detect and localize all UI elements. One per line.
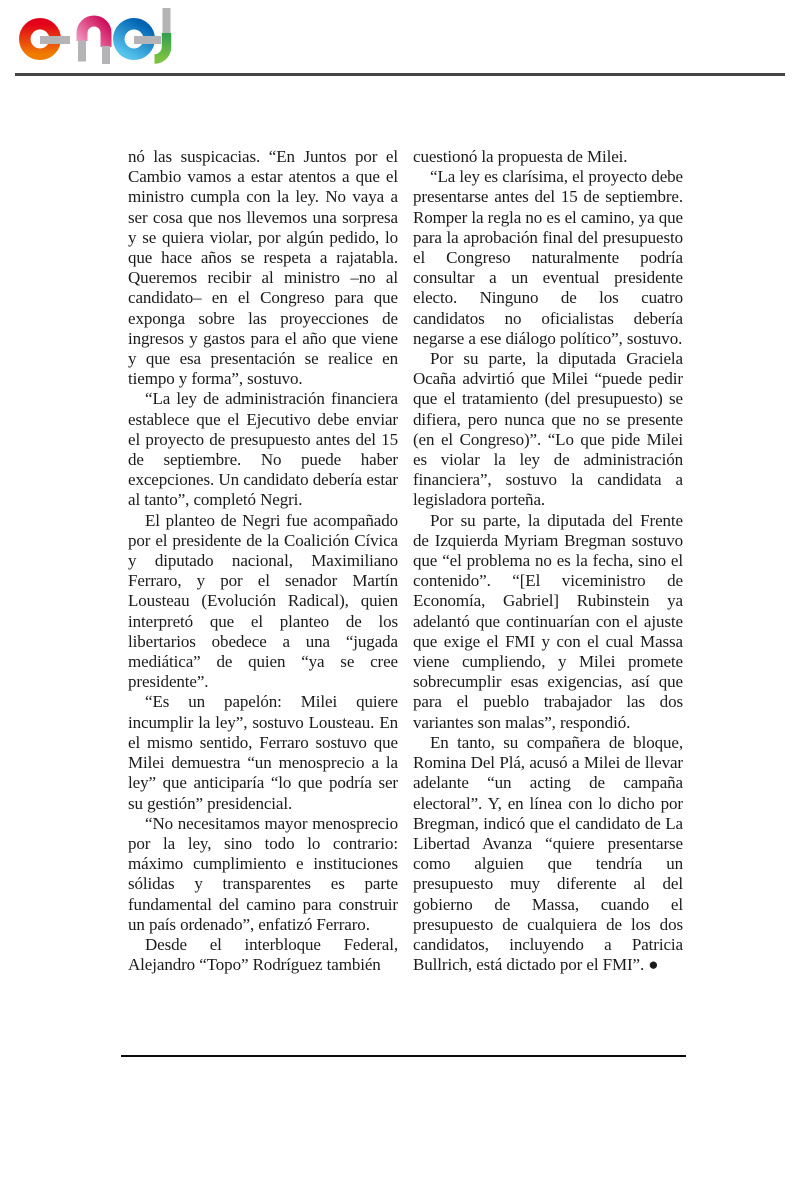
enel-logo — [0, 0, 175, 70]
enel-logo-icon — [0, 0, 175, 70]
article-paragraph: “No necesitamos mayor menosprecio por la ley, sino todo lo contrario: máximo cumplimiento e instituciones sólidas y transparentes es parte fundamental del camino para construir un país ordenado”, enfatizó Ferraro. — [128, 813, 398, 934]
article-paragraph: Por su parte, la diputada del Frente de Izquierda Myriam Bregman sostuvo que “el problema no es la fecha, sino el contenido”. “[El viceministro de Economía, Gabriel] Rubinstein ya adelantó que continuarían con el ajuste que exige el FMI y con el cual Massa viene cumpliendo, y Milei promete sobrecumplir esas exigencias, así que para el pueblo trabajador las dos variantes son malas”, respondió. — [413, 510, 683, 732]
logo-letter-e1 — [25, 24, 70, 54]
article-paragraph: En tanto, su compañera de bloque, Romina Del Plá, acusó a Milei de llevar adelante “un acting de campaña electoral”. Y, en línea con lo dicho por Bregman, indicó que el candidato de La Libertad Avanza “quiere presentarse como alguien que tendría un presupuesto muy diferente al del gobierno de Massa, cuando el presupuesto de cualquiera de los dos candidatos, incluyendo a Patricia Bullrich, está dictado por el FMI”. ● — [413, 732, 683, 975]
article-paragraph: “La ley es clarísima, el proyecto debe presentarse antes del 15 de septiembre. Romper la regla no es el camino, ya que para la aprobación final del presupuesto el Congreso naturalmente podría consultar a un eventual presidente electo. Ninguno de los cuatro candidatos no oficialistas debería negarse a ese diálogo político”, sostuvo. — [413, 167, 683, 348]
logo-letter-e2 — [119, 24, 161, 54]
header-divider — [15, 73, 785, 76]
article-paragraph: Por su parte, la diputada Graciela Ocaña advirtió que Milei “puede pedir que el tratamiento (del presupuesto) se difiera, pero nunca que no se presente (en el Congreso)”. “Lo que pide Milei es violar la ley de administración financiera”, sostuvo la candidata a legisladora porteña. — [413, 349, 683, 510]
footer-divider — [121, 1055, 686, 1057]
article-paragraph: Desde el interbloque Federal, Alejandro “Topo” Rodríguez también — [128, 934, 398, 975]
article-column-left — [128, 147, 398, 975]
article-column-right — [413, 147, 683, 975]
article-paragraph: cuestionó la propuesta de Milei. — [413, 147, 628, 166]
article-paragraph: nó las suspicacias. “En Juntos por el Cambio vamos a estar atentos a que el ministro cumpla con la ley. No vaya a ser cosa que nos llevemos una sorpresa y se quiera violar, por algún pedido, lo que hace años se respeta a rajatabla. Queremos recibir al ministro –no al candidato– en el Congreso para que exponga sobre las proyecciones de ingresos y gastos para el año que viene y que esa presentación se realice en tiempo y forma”, sostuvo. — [128, 147, 398, 389]
logo-letter-n — [78, 21, 110, 64]
article-paragraph: “La ley de administración financiera establece que el Ejecutivo debe enviar el proyecto de presupuesto antes del 15 de septiembre. No puede haber excepciones. Un candidato debería estar al tanto”, completó Negri. — [128, 389, 398, 510]
logo-letter-l — [155, 8, 171, 59]
article-paragraph: El planteo de Negri fue acompañado por el presidente de la Coalición Cívica y diputado nacional, Maximiliano Ferraro, y por el senador Martín Lousteau (Evolución Radical), quien interpretó que el planteo de los libertarios obedece a una “jugada mediática” de quien “ya se cree presidente”. — [128, 510, 398, 692]
article-paragraph: “Es un papelón: Milei quiere incumplir la ley”, sostuvo Lousteau. En el mismo sentido, Ferraro sostuvo que Milei demuestra “un menosprecio a la ley” que anticiparía “lo que podría ser su gestión” presidencial. — [128, 692, 398, 813]
